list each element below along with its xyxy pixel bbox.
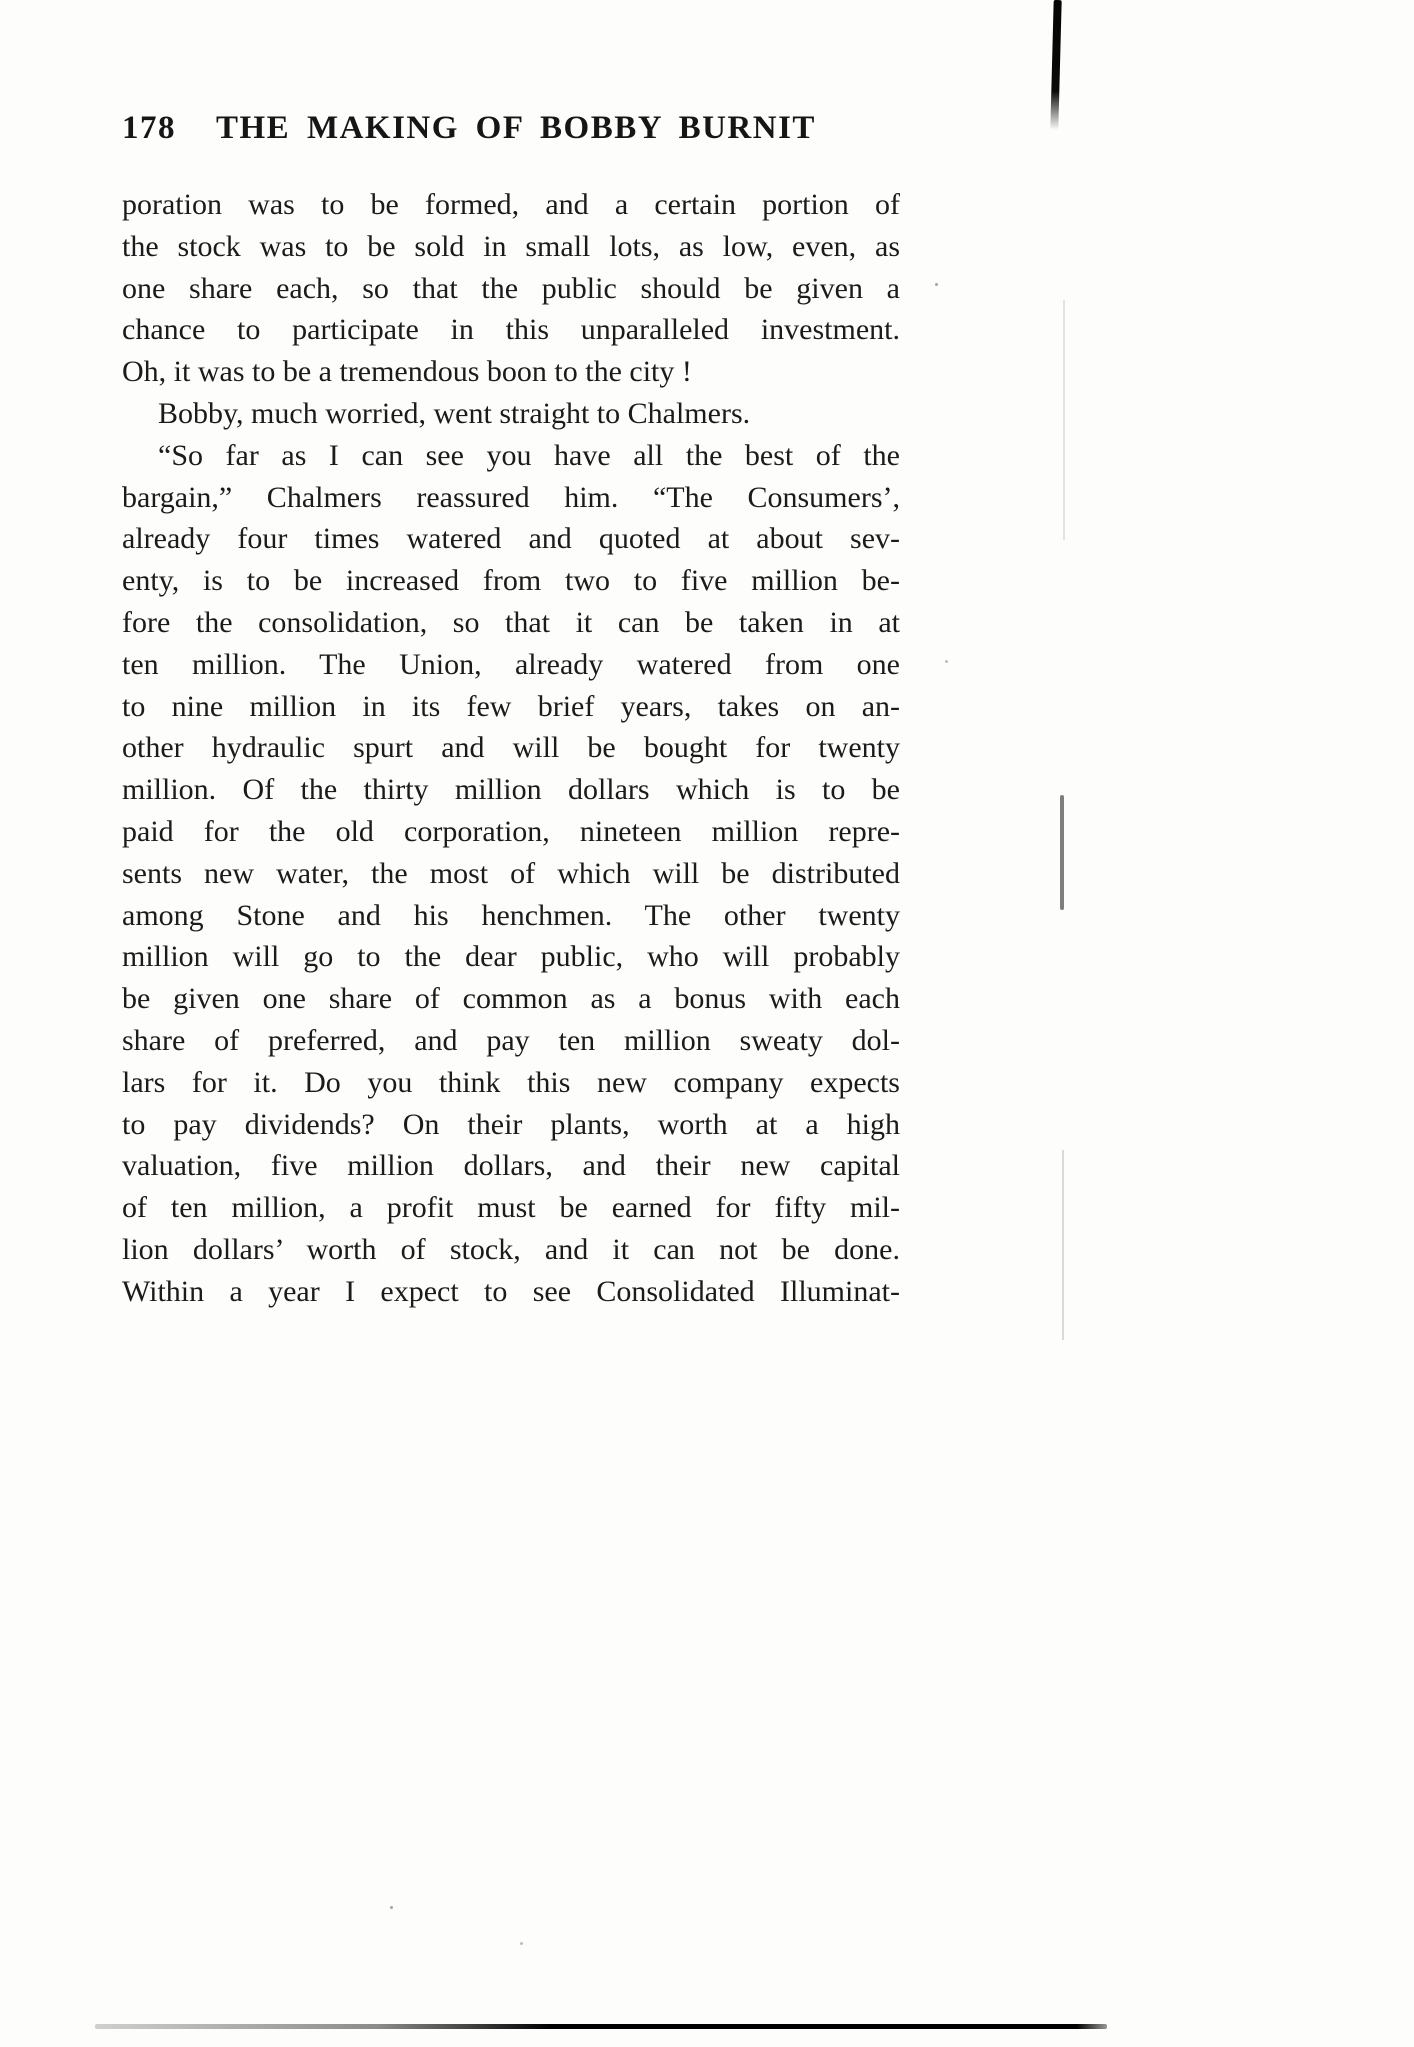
text-line: Bobby, much worried, went straight to Chalmers.: [158, 396, 751, 430]
scan-speck: [945, 660, 948, 663]
text-line: of ten million, a profit must be earned for fifty mil-: [122, 1191, 900, 1225]
text-line: bargain,” Chalmers reassured him. “The Consumers’,: [122, 480, 900, 514]
text-line: paid for the old corporation, nineteen million repre-: [122, 814, 900, 848]
text-line: already four times watered and quoted at about sev-: [122, 522, 900, 556]
text-line: the stock was to be sold in small lots, as low, even, as: [122, 229, 900, 263]
text-line: “So far as I can see you have all the best of the: [158, 438, 900, 472]
body-text: [122, 184, 900, 1313]
text-line: Oh, it was to be a tremendous boon to the city !: [122, 355, 692, 389]
text-line: sents new water, the most of which will be distributed: [122, 856, 900, 890]
page-header: [122, 110, 816, 147]
text-line: ten million. The Union, already watered from one: [122, 647, 900, 681]
text-line: lars for it. Do you think this new company expects: [122, 1065, 900, 1099]
text-line: enty, is to be increased from two to five million be-: [122, 564, 900, 598]
text-line: to nine million in its few brief years, takes on an-: [122, 689, 900, 723]
text-line: one share each, so that the public should be given a: [122, 271, 900, 305]
scan-speck: [390, 1906, 393, 1909]
scan-speck: [935, 283, 938, 286]
text-line: valuation, five million dollars, and their new capital: [122, 1149, 900, 1183]
text-line: Within a year I expect to see Consolidated Illuminat-: [122, 1274, 900, 1308]
text-line: million will go to the dear public, who will probably: [122, 940, 900, 974]
running-title: THE MAKING OF BOBBY BURNIT: [216, 110, 816, 146]
text-line: fore the consolidation, so that it can be taken in at: [122, 605, 900, 639]
text-line: chance to participate in this unparalleled investment.: [122, 313, 900, 347]
scan-artifact-edge-line: [1063, 300, 1065, 540]
text-line: share of preferred, and pay ten million sweaty dol-: [122, 1023, 900, 1057]
text-line: poration was to be formed, and a certain portion of: [122, 188, 900, 221]
scan-artifact-edge-line: [1062, 1150, 1064, 1340]
text-line: other hydraulic spurt and will be bought for twenty: [122, 731, 900, 765]
text-line: million. Of the thirty million dollars which is to be: [122, 773, 900, 807]
text-line: to pay dividends? On their plants, worth at a high: [122, 1107, 900, 1141]
page-number: 178: [122, 110, 176, 146]
text-line: among Stone and his henchmen. The other twenty: [122, 898, 900, 932]
scan-artifact-edge-line: [1060, 795, 1064, 910]
scan-speck: [520, 1942, 523, 1945]
text-line: lion dollars’ worth of stock, and it can not be done.: [122, 1232, 900, 1266]
text-line: be given one share of common as a bonus with each: [122, 982, 900, 1016]
scan-artifact-bottom-line: [95, 2024, 1107, 2029]
scan-artifact-top-right-mark: [1050, 0, 1061, 130]
